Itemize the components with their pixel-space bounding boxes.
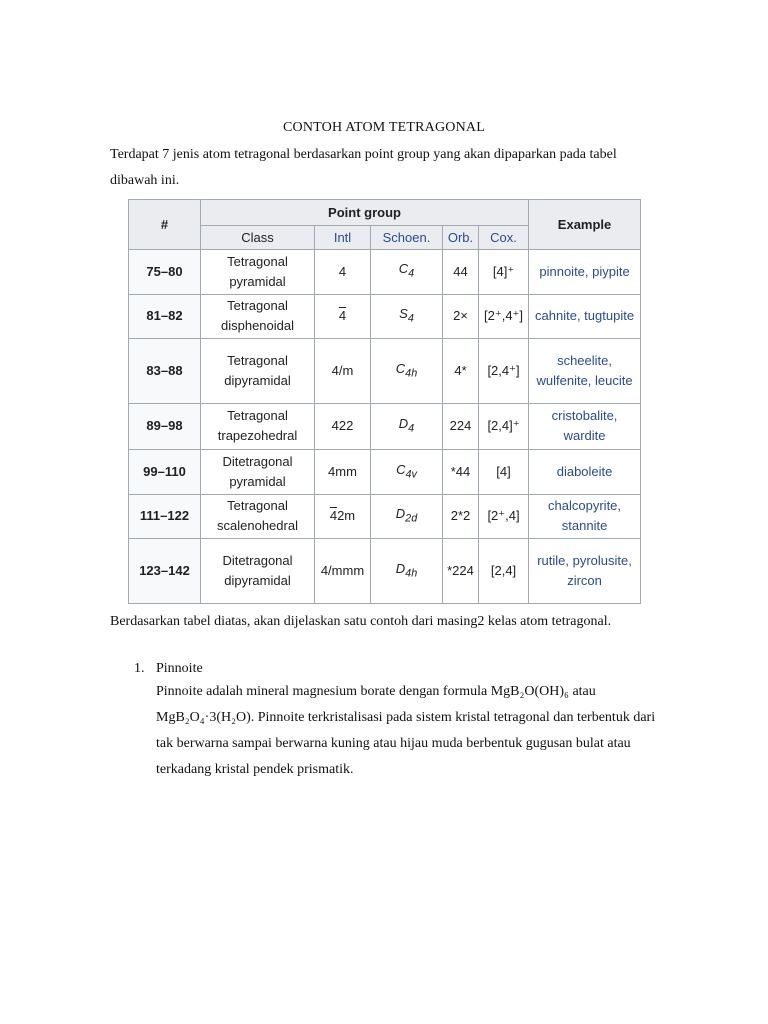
cell-example[interactable]: cahnite, tugtupite	[529, 294, 641, 339]
cell-intl	[315, 494, 371, 539]
intl-rest: 2m	[337, 508, 356, 524]
cell-orb: 4*	[443, 339, 479, 404]
table-row	[129, 403, 641, 450]
header-cox[interactable]: Cox.	[479, 226, 529, 250]
body-text-c: . Pinnoite terkristalisasi pada sistem kristal tetragonal dan terbentuk dari tak berwarna sampai berwarna kuning atau hijau muda berbentuk gugusan bulat atau terkadang kristal pendek prismatik.	[156, 710, 656, 777]
cell-example[interactable]: rutile, pyrolusite, zircon	[529, 539, 641, 604]
header-point-group: Point group	[201, 200, 529, 226]
cell-class: Tetragonal pyramidal	[201, 250, 315, 295]
cell-intl	[315, 539, 371, 604]
schoen-letter: C	[398, 261, 409, 277]
cell-orb: *44	[443, 450, 479, 495]
schoen-letter: C	[396, 461, 406, 477]
cell-number: 123–142	[129, 539, 201, 604]
cell-schoen	[371, 494, 443, 539]
page-title: CONTOH ATOM TETRAGONAL	[283, 120, 485, 135]
point-group-table	[128, 199, 641, 604]
schoen-letter: D	[398, 416, 409, 432]
header-schoen[interactable]: Schoen.	[371, 226, 443, 250]
cell-example[interactable]: diaboleite	[529, 450, 641, 495]
intl-value: 422	[331, 418, 354, 434]
cell-cox: [2⁺,4]	[479, 494, 529, 539]
table-row	[129, 294, 641, 339]
schoen-letter: C	[395, 360, 406, 376]
schoen-subscript: 2d	[405, 512, 418, 525]
cell-schoen	[371, 450, 443, 495]
cell-orb: *224	[443, 539, 479, 604]
cell-class: Tetragonal dipyramidal	[201, 339, 315, 404]
after-table-paragraph: Berdasarkan tabel diatas, akan dijelaskan satu contoh dari masing2 kelas atom tetragonal.	[110, 614, 612, 629]
list-item-number: 1.	[134, 661, 145, 676]
schoen-subscript: 4	[407, 312, 414, 325]
schoen-letter: D	[395, 506, 406, 522]
formula-1: MgB₂O(OH)₆	[490, 684, 569, 699]
header-class: Class	[201, 226, 315, 250]
table-row	[129, 450, 641, 495]
intl-value: 4/mmm	[320, 563, 365, 579]
intl-overline: 4	[338, 308, 347, 324]
cell-schoen	[371, 539, 443, 604]
schoen-subscript: 4v	[405, 468, 417, 481]
cell-cox: [2,4]	[479, 539, 529, 604]
list-item-title: Pinnoite	[156, 661, 203, 676]
header-intl[interactable]: Intl	[315, 226, 371, 250]
body-text-a: Pinnoite adalah mineral magnesium borate dengan formula	[156, 684, 491, 699]
cell-orb: 2×	[443, 294, 479, 339]
header-orb[interactable]: Orb.	[443, 226, 479, 250]
schoen-letter: D	[395, 560, 406, 576]
cell-number: 81–82	[129, 294, 201, 339]
cell-number: 75–80	[129, 250, 201, 295]
list-item-body	[156, 679, 656, 783]
schoen-subscript: 4h	[405, 567, 418, 580]
cell-schoen	[371, 294, 443, 339]
table-row	[129, 494, 641, 539]
cell-schoen	[371, 250, 443, 295]
intro-paragraph: Terdapat 7 jenis atom tetragonal berdasarkan point group yang akan dipaparkan pada tabel dibawah ini.	[110, 147, 617, 188]
cell-orb: 44	[443, 250, 479, 295]
cell-intl	[315, 339, 371, 404]
cell-intl	[315, 294, 371, 339]
cell-class: Ditetragonal dipyramidal	[201, 539, 315, 604]
cell-orb: 224	[443, 403, 479, 450]
header-hash: #	[129, 200, 201, 250]
cell-intl	[315, 403, 371, 450]
schoen-subscript: 4	[408, 422, 415, 435]
cell-cox: [4]	[479, 450, 529, 495]
cell-intl	[315, 250, 371, 295]
cell-cox: [4]⁺	[479, 250, 529, 295]
intl-value: 4	[338, 263, 347, 279]
cell-cox: [2,4]⁺	[479, 403, 529, 450]
cell-number: 83–88	[129, 339, 201, 404]
schoen-subscript: 4	[408, 268, 415, 281]
header-example: Example	[529, 200, 641, 250]
cell-class: Tetragonal disphenoidal	[201, 294, 315, 339]
cell-schoen	[371, 339, 443, 404]
cell-intl	[315, 450, 371, 495]
cell-number: 99–110	[129, 450, 201, 495]
cell-example[interactable]: pinnoite, piypite	[529, 250, 641, 295]
cell-number: 111–122	[129, 494, 201, 539]
schoen-letter: S	[399, 305, 408, 321]
cell-class: Tetragonal trapezohedral	[201, 403, 315, 450]
cell-example[interactable]: chalcopyrite, stannite	[529, 494, 641, 539]
cell-cox: [2,4⁺]	[479, 339, 529, 404]
cell-class: Tetragonal scalenohedral	[201, 494, 315, 539]
formula-2: MgB₂O₄·3(H₂O)	[156, 710, 251, 725]
body-text-b: atau	[568, 684, 596, 699]
cell-example[interactable]: scheelite, wulfenite, leucite	[529, 339, 641, 404]
point-group-table-container	[128, 199, 640, 604]
cell-number: 89–98	[129, 403, 201, 450]
cell-class: Ditetragonal pyramidal	[201, 450, 315, 495]
cell-schoen	[371, 403, 443, 450]
table-row	[129, 539, 641, 604]
table-row	[129, 250, 641, 295]
intl-value: 4/m	[331, 362, 354, 378]
cell-orb: 2*2	[443, 494, 479, 539]
table-row	[129, 339, 641, 404]
cell-cox: [2⁺,4⁺]	[479, 294, 529, 339]
intl-overline: 4	[329, 508, 338, 524]
intl-value: 4mm	[328, 463, 357, 479]
cell-example[interactable]: cristobalite, wardite	[529, 403, 641, 450]
schoen-subscript: 4h	[405, 367, 418, 380]
